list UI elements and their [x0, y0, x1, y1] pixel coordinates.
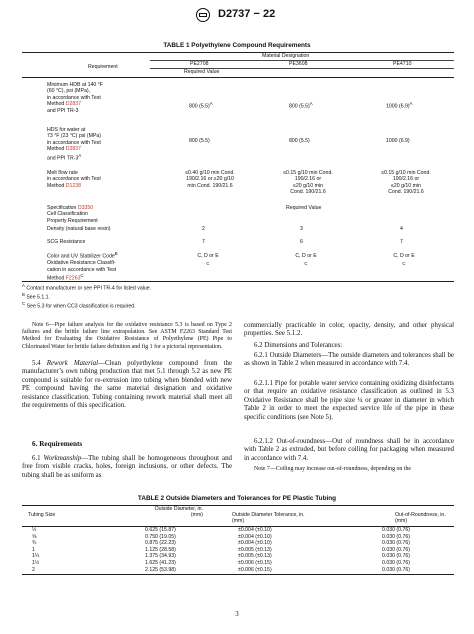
- hdb-pe4710: 1000 $(6.9)^A$: [386, 101, 413, 110]
- t2-cell: 0.030 (0.76): [382, 527, 410, 533]
- density-pe3608: 3: [300, 226, 303, 232]
- t2-cell: ±0.006 (±0.15): [238, 566, 272, 573]
- hds-requirement: HDS for water at 73 °F (23 °C) psi (MPa) in accordance with Test Method D2837 and PPI $TR-3^A$: [47, 127, 102, 162]
- hds-pe4710: 1000 (6.9): [386, 138, 410, 144]
- t2-cell: 0.750 (19.05): [145, 533, 176, 540]
- t2-cell: ½: [32, 527, 37, 533]
- t2-header-odtol: Outside Diameter Tolerance, in. (mm): [232, 512, 305, 525]
- hdb-pe3608: 800 $(5.5)^A$: [289, 101, 313, 110]
- t2-cell: 1¼: [32, 553, 40, 560]
- hdb-pe2708: 800 $(5.5)^A$: [189, 101, 213, 110]
- t2-cell: 1.125 (28.58): [145, 546, 176, 553]
- t2-cell: 0.875 (22.23): [145, 540, 176, 547]
- scg-pe2708: 7: [202, 239, 205, 245]
- t2-cell: ±0.004 (±0.10): [238, 527, 272, 533]
- t2-cell: 1.625 (41.23): [145, 560, 176, 566]
- t2-cell: 0.625 (15.87): [145, 527, 176, 533]
- t2-cell: ±0.004 (±0.10): [238, 540, 272, 547]
- hds-pe2708: 800 (5.5): [189, 138, 210, 144]
- melt-pe3608: ≤0.15 g/10 min Cond. 190/2.16 or ≤20 g/10 min Cond. 190/21.6: [283, 170, 333, 196]
- melt-pe4710: ≤0.15 g/10 min Cond. 190/2.16 or ≤20 g/10 min Cond. 190/21.6: [381, 170, 431, 196]
- t2-cell: 0.030 (0.76): [382, 566, 410, 573]
- t2-cell: 2.125 (53.98): [145, 566, 176, 573]
- astm-logo: [195, 8, 211, 22]
- section-6-2-1: 6.2.1 Outside Diameters—The outside diameters and tolerances shall be as shown in Table 2 when measured in accordance with 7.4.: [244, 352, 454, 368]
- requirement-header: Requirement: [88, 64, 118, 70]
- t2-cell: ±0.006 (±0.15): [238, 560, 272, 566]
- t2-cell: 0.030 (0.76): [382, 546, 410, 553]
- spec-required-value: Required Value: [286, 205, 322, 211]
- document-id: D2737 − 22: [218, 8, 276, 20]
- t2-cell: ¾: [32, 540, 37, 547]
- section-6-heading: 6. Requirements: [32, 440, 83, 448]
- t2-cell: 1½: [32, 560, 40, 566]
- color-pe3608: C, D or E $_C$: [295, 253, 317, 267]
- t2-cell: 1.375 (34.93): [145, 553, 176, 560]
- density-pe4710: 4: [400, 226, 403, 232]
- note-6: Note 6—Pipe failure analysis for the oxidative resistance 5.3 is based on Type 2 failures and the brittle failure line extrapolation. See ASTM F2263 Standard Test Method for Evaluating the Oxidative Resistance of Polyethylene (PE) Pipe to Chlorinated Water for brittle failure definition and fig 1 for a pictorial representation.: [22, 322, 232, 350]
- material-designation-header: Material Designation: [262, 53, 310, 59]
- melt-requirement: Melt flow rate in accordance with Test Method D1238: [47, 170, 101, 189]
- table2-title: TABLE 2 Outside Diameters and Tolerances for PE Plastic Tubing: [137, 495, 337, 502]
- scg-pe4710: 7: [400, 239, 403, 245]
- required-value-header: Required Value: [184, 69, 220, 75]
- scg-pe3608: 6: [300, 239, 303, 245]
- link-d2837-hds[interactable]: D2837: [65, 146, 82, 153]
- note-7: Note 7—Coiling may increase out-of-roundness, depending on the: [254, 466, 412, 472]
- t2-cell: 1: [32, 546, 35, 553]
- table1-title: TABLE 1 Polyethylene Compound Requirements: [163, 42, 311, 49]
- color-pe4710: C, D or E $_C$: [393, 253, 415, 267]
- table1-top-rule: [22, 52, 454, 53]
- table1-footnotes: $^A$ Contact manufacturer or see PPI TR-4 for listed value. $^B$ See 5.1.1. $^C$ See 5.3 for when CC3 classification is required.: [22, 283, 152, 311]
- t2-cell: 0.030 (0.76): [382, 560, 410, 566]
- t2-cell: 2: [32, 566, 35, 573]
- material-pe3608: PE3608: [289, 61, 308, 67]
- page-number: 3: [235, 610, 239, 618]
- t2-cell: ±0.005 (±0.13): [238, 546, 272, 553]
- t2-cell: 0.030 (0.76): [382, 533, 410, 540]
- hds-pe3608: 800 (5.5): [289, 138, 310, 144]
- t2-cell: ±0.005 (±0.13): [238, 553, 272, 560]
- t2-header-oor: Out-of-Roundness, in. (mm): [395, 512, 446, 525]
- material-pe2708: PE2708: [190, 61, 209, 67]
- link-d2837[interactable]: D2837: [65, 101, 82, 108]
- t2-cell: ⅝: [32, 533, 37, 540]
- section-6-2: 6.2 Dimensions and Tolerances:: [254, 342, 343, 349]
- t2-header-size: Tubing Size: [28, 512, 56, 518]
- section-6-2-1-1: 6.2.1.1 Pipe for potable water service containing oxidizing disinfectants or that require an oxidative resistance classification as outlined in 5.3 Oxidative Resistance shall be pipe size ¼ or greater in diameter in which Table 2 in order to meet the expected service life of the pipe in these specific conditions (see Note 5).: [244, 380, 454, 421]
- link-d3350[interactable]: D3350: [77, 205, 94, 211]
- melt-pe2708: ≤0.40 g/10 min Cond. 190/2.16 or ≤20 g/10 min Cond. 190/21.6: [185, 170, 235, 189]
- scg-label: SCG Resistance: [47, 239, 86, 245]
- section-6-1: 6.1 Workmanship—The tubing shall be homogeneous throughout and free from visible cracks, holes, foreign inclusions, or other defects. The tubing shall be as uniform as: [22, 455, 232, 479]
- density-label: Density (natural base resin): [47, 226, 111, 232]
- color-pe2708: C, D or E $_C$: [197, 253, 219, 267]
- link-d1238[interactable]: D1238: [65, 182, 82, 189]
- material-pe4710: PE4710: [393, 61, 412, 67]
- paragraph-continued: commercially practicable in color, opacity, density, and other physical properties. See 5.1.2.: [244, 322, 454, 338]
- t2-cell: 0.030 (0.76): [382, 553, 410, 560]
- density-pe2708: 2: [202, 226, 205, 232]
- spec-requirement: Specification D3350 Cell Classification Property Requirement: [47, 205, 98, 224]
- link-f2263[interactable]: F2263: [65, 275, 81, 282]
- t2-cell: 0.030 (0.76): [382, 540, 410, 547]
- section-5-4: 5.4 Rework Material—Clean polyethylene compound from the manufacturer’s own tubing production that met 5.1 through 5.2 as new PE compound is suitable for re-extrusion into tubing when blended with new PE compound having the same material designation and oxidative resistance classification. Tubing containing rework material shall meet all the requirements of this specification.: [22, 360, 232, 410]
- t2-header-od: Outside Diameter, in. (mm): [154, 506, 203, 519]
- hdb-requirement: Minimum HDB at 140 °F (60 °C), psi (MPa), in accordance with Test Method D2837 and PPI TR-3: [47, 82, 103, 114]
- section-6-2-1-2: 6.2.1.2 Out-of-roundness—Out of roundness shall be in accordance with Table 2 as extruded, but before coiling for packaging when measured in accordance with 7.4.: [244, 438, 454, 462]
- t2-cell: ±0.004 (±0.10): [238, 533, 272, 540]
- color-requirement: Color and UV Stabilizer Code$^B$ Oxidative Resistance Classifi- cation in accordance with Test Method $F2263^C$: [47, 251, 118, 282]
